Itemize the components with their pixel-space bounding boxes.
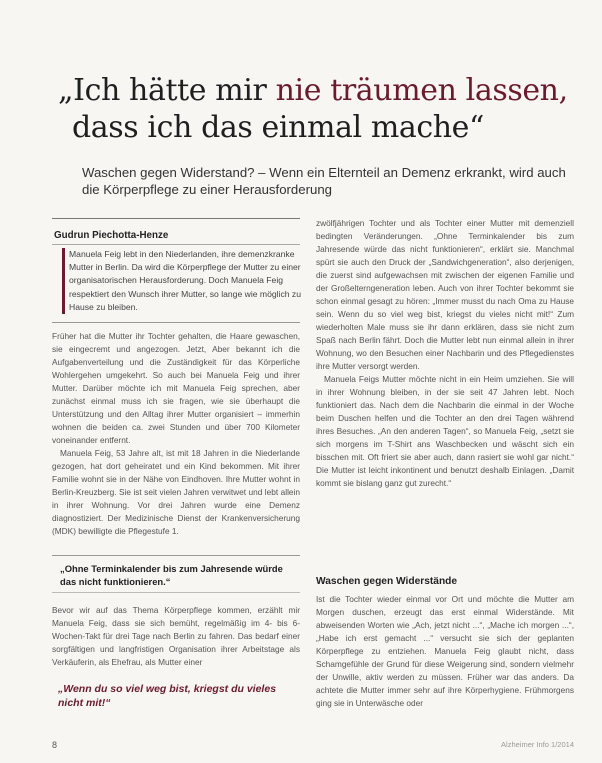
divider xyxy=(52,592,300,593)
paragraph: Bevor wir auf das Thema Körperpflege kommen, erzählt mir Manuela Feig, dass sie sich bemüht, regelmäßig im 4- bis 6-Wochen-Takt für drei Tage nach Berlin zu fahren. Das bedarf einer sorgfältigen und langfristigen Organisation ihrer Arbeitstage als Verkäuferin, als Ehefrau, als Mutter einer xyxy=(52,605,300,667)
headline xyxy=(58,72,598,146)
paragraph: Manuela Feig, 53 Jahre alt, ist mit 18 Jahren in die Niederlande gezogen, hat dort geheiratet und ein Kind bekommen. Mit ihrer Familie wohnt sie in der Nähe von Eindhoven. Ihre Mutter wohnt in Berlin-Kreuzberg. Sie ist seit vielen Jahren verwitwet und lebt allein in ihrer Wohnung. Vor drei Jahren wurde eine Demenz diagnostiziert. Der Medizinische Dienst der Krankenversicherung (MDK) bewilligte die Pflegestufe 1. xyxy=(52,448,300,536)
body-column-right-bottom xyxy=(316,593,574,710)
body-column-left-top xyxy=(52,330,300,538)
paragraph: zwölfjährigen Tochter und als Tochter einer Mutter mit demenziell bedingten Veränderungen. „Ohne Terminkalender bis zum Jahresende würde das nicht funktionieren“, erklärt sie. Manchmal spürt sie auch den Druck der „Sandwichgeneration“, also derjenigen, die zuerst sind aufgewachsen mit zwischen der eigenen Familie und der Großelterngeneration leben. Auch von ihrer Tochter bekommt sie schon einmal gesagt zu hören: „Immer musst du nach Oma zu Hause sein. Wenn du so viel weg bist, kriegst du vieles nicht mit!“ Zum wiederholten Male muss sie ihr dann erklären, dass sie nicht zum Spaß nach Berlin fährt. Doch die Mutter lebt nun einmal allein in ihrer Wohnung, wo den Besuchen einer Nachbarin und des Pflegedienstes ihre Mutter versorgt werden. xyxy=(316,218,574,371)
divider xyxy=(52,555,300,556)
author-name: Gudrun Piechotta-Henze xyxy=(54,230,169,241)
subtitle: Waschen gegen Widerstand? – Wenn ein Elternteil an Demenz erkrankt, wird auch die Körperpflege zu einer Herausforderung xyxy=(82,165,566,197)
paragraph: Ist die Tochter wieder einmal vor Ort und möchte die Mutter am Morgen duschen, erzeugt das erst einmal Widerstände. Mit abweisenden Worten wie „Ach, jetzt nicht ...“, „Mache ich morgen ...“, „Habe ich erst gemacht ...“ versucht sie sich der geplanten Körperpflege zu entziehen. Manuela Feig glaubt nicht, dass Schamgefühle der Grund für diese Weigerung sind, sondern vielmehr der Unwille, aktiv werden zu müssen. Früher war das anders. Da achtete die Mutter immer sehr auf ihre Körperhygiene. Frühmorgens ging sie in Unterwäsche oder xyxy=(316,594,574,708)
divider xyxy=(52,322,300,323)
divider xyxy=(52,218,300,219)
footer-publication: Alzheimer Info 1/2014 xyxy=(501,740,574,749)
paragraph: Manuela Feigs Mutter möchte nicht in ein Heim umziehen. Sie will in ihrer Wohnung bleiben, in der sie seit 47 Jahren lebt. Noch funktioniert das. Nach dem die Nachbarin die einmal in der Woche beim Duschen helfen und die Tochter an den drei Tagen während ihres Besuches. „An den anderen Tagen“, so Manuela Feig, „setzt sie sich morgens im T-Shirt ans Waschbecken und wäscht sich ein bisschen mit. Oft friert sie aber auch, dann rasiert sie wohl gar nicht.“ Die Mutter ist leicht inkontinent und benutzt deshalb Einlagen. „Damit kommt sie bislang ganz gut zurecht.“ xyxy=(316,374,574,488)
body-column-left-bottom xyxy=(52,604,300,669)
subheading-quote: „Ohne Terminkalender bis zum Jahresende würde das nicht funktionieren.“ xyxy=(60,563,283,587)
body-column-right-top xyxy=(316,217,574,490)
page-number: 8 xyxy=(52,740,58,750)
headline-accent: nie träumen lassen, xyxy=(275,73,568,108)
pull-quote: „Wenn du so viel weg bist, kriegst du vieles nicht mit!“ xyxy=(58,683,277,709)
headline-line2: dass ich das einmal mache“ xyxy=(72,110,484,145)
divider xyxy=(52,244,300,245)
paragraph: Früher hat die Mutter ihr Tochter gehalten, die Haare gewaschen, sie eingecremt und angezogen. Jetzt, Aber bekannt ich die Aufgabenverteilung und die Zuständigkeit für das Körperliche Wohlergehen umgekehrt. So auch bei Manuela Feig und ihrer Mutter. Darüber möchte ich mit Manuela Feig sprechen, aber zunächst einmal muss ich sie fragen, wie sie überhaupt die Unterstützung und den Alltag ihrer Mutter organisiert – immerhin wohnen die beiden ca. zwei Stunden und über 700 Kilometer voneinander entfernt. xyxy=(52,331,300,445)
headline-part1: „Ich hätte mir xyxy=(58,73,276,108)
intro-text: Manuela Feig lebt in den Niederlanden, ihre demenzkranke Mutter in Berlin. Da wird die Körperpflege der Mutter zu einer organisatorischen Herausforderung. Doch Manuela Feig respektiert den Wunsch ihrer Mutter, so lange wie möglich zu Hause zu bleiben. xyxy=(62,248,305,314)
section-heading: Waschen gegen Widerstände xyxy=(316,576,458,587)
